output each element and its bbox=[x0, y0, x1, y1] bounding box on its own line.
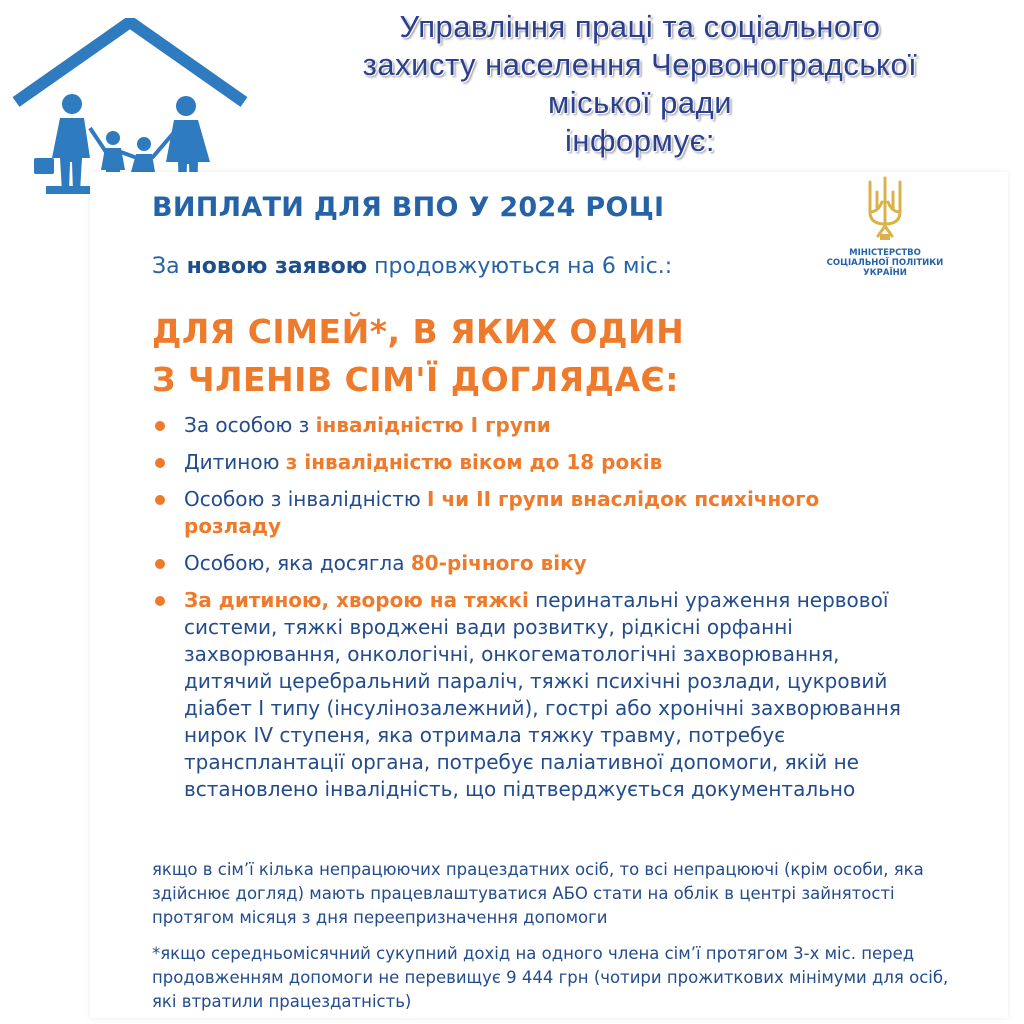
bullet-dot-icon bbox=[155, 421, 165, 431]
note-income-footnote: *якщо середньомісячний сукупний дохід на одного члена сім’ї протягом 3-х міс. перед продовженням допомоги не перевищує 9 444 грн (чотири прожиткових мінімуми для осіб, які втратили працездатність) bbox=[152, 944, 949, 1011]
subtitle-prefix: За bbox=[152, 254, 187, 279]
bullet-highlight: І чи ІІ групи внаслідок психічного розладу bbox=[184, 487, 820, 538]
header-line-1: Управління праці та соціального bbox=[399, 9, 881, 44]
subtitle-bold: новою заявою bbox=[186, 254, 368, 279]
subtitle bbox=[152, 254, 672, 279]
subtitle-suffix: продовжуються на 6 міс.: bbox=[367, 254, 673, 279]
bullet-dot-icon bbox=[155, 458, 165, 468]
bullet-highlight: За дитиною, хворою на тяжкі bbox=[184, 588, 529, 612]
ministry-line-2: СОЦІАЛЬНОЇ ПОЛІТИКИ bbox=[826, 258, 944, 268]
header-line-2: захисту населення Червоноградської bbox=[362, 47, 918, 82]
header-line-3: міської ради bbox=[547, 85, 733, 120]
bullet-text-end: перинатальні ураження нервової системи, тяжкі вроджені вади розвитку, рідкісні орфанні захворювання, онкологічні, онкогематологічні захворювання, дитячий церебральний параліч, тяжкі психічні розлади, цукровий діабет І типу (інсулінозалежний), гострі або хронічні захворювання нирок IV ступеня, яка отримала тяжку травму, потребує трансплантації органа, потребує паліативної допомоги, якій не встановлено інвалідність, що підтверджується документально bbox=[184, 588, 901, 801]
bullet-dot-icon bbox=[155, 495, 165, 505]
note-employment: якщо в сім’ї кілька непрацюючих працездатних осіб, то всі непрацюючі (крім особи, яка здійснює догляд) мають працевлаштуватися АБО стати на облік в центрі зайнятості протягом місяця з дня переепризначення допомоги bbox=[152, 860, 924, 927]
bullet-text: За особою з bbox=[184, 413, 316, 437]
ministry-line-1: МІНІСТЕРСТВО bbox=[849, 248, 921, 258]
bullet-text: Дитиною bbox=[184, 450, 286, 474]
list-item bbox=[152, 550, 912, 577]
list-item bbox=[152, 587, 912, 803]
list-item bbox=[152, 449, 912, 476]
bullet-dot-icon bbox=[155, 559, 165, 569]
bullet-dot-icon bbox=[155, 596, 165, 606]
bullet-text: Особою, яка досягла bbox=[184, 551, 411, 575]
ministry-logo bbox=[820, 176, 950, 278]
ministry-line-3: УКРАЇНИ bbox=[863, 268, 907, 278]
bullet-highlight: 80-річного віку bbox=[410, 551, 587, 575]
page-title: ВИПЛАТИ ДЛЯ ВПО У 2024 РОЦІ bbox=[152, 192, 665, 223]
trident-emblem-icon bbox=[860, 176, 910, 242]
orange-heading-line-1: ДЛЯ СІМЕЙ*, В ЯКИХ ОДИН bbox=[152, 312, 685, 351]
list-item bbox=[152, 486, 912, 540]
header-announcement bbox=[270, 8, 1010, 160]
orange-heading-line-2: З ЧЛЕНІВ СІМ'Ї ДОГЛЯДАЄ: bbox=[152, 360, 679, 399]
header-line-4: інформує: bbox=[564, 123, 716, 158]
bullet-highlight: інвалідністю І групи bbox=[315, 413, 551, 437]
orange-heading bbox=[152, 308, 684, 404]
bullet-text: Особою з інвалідністю bbox=[184, 487, 428, 511]
bullet-list bbox=[152, 412, 912, 813]
bullet-highlight: з інвалідністю віком до 18 років bbox=[285, 450, 663, 474]
list-item bbox=[152, 412, 912, 439]
